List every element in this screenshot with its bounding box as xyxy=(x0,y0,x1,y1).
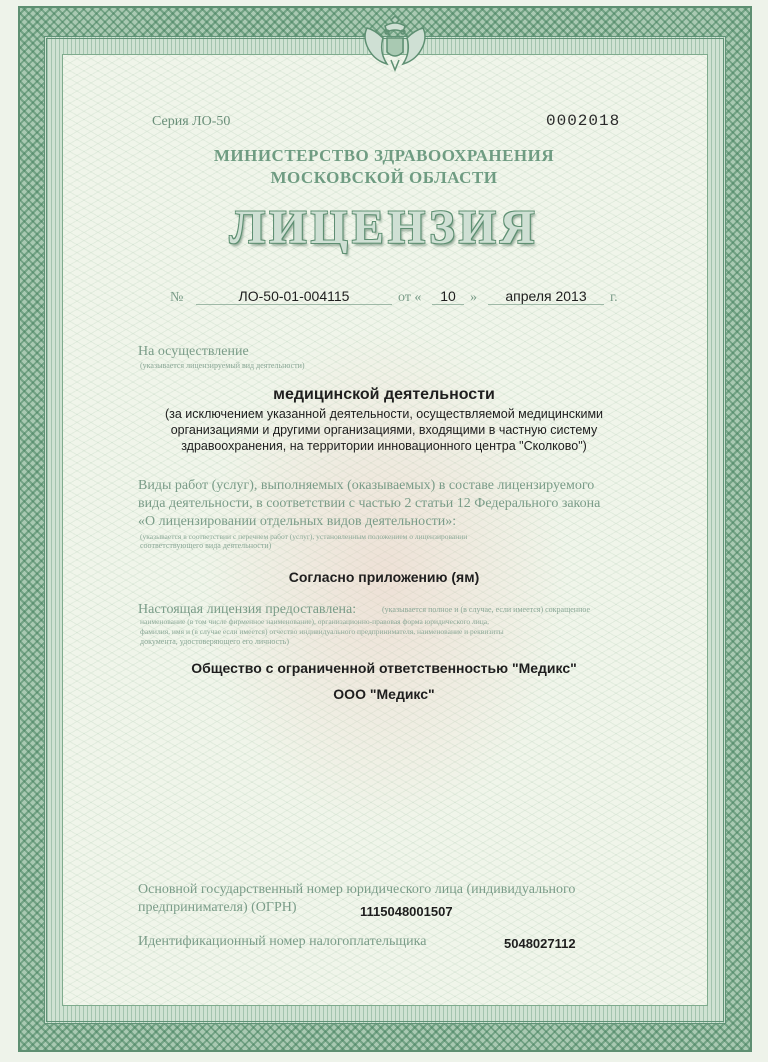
ogrn-value: 1115048001507 xyxy=(360,904,453,919)
inn-value: 5048027112 xyxy=(504,936,576,951)
licensee-hint-line3: документа, удостоверяющего его личность) xyxy=(140,637,289,646)
ministry-name-line2: МОСКОВСКОЙ ОБЛАСТИ xyxy=(270,168,498,187)
activity-hint: (указывается лицензируемый вид деятельности) xyxy=(140,361,305,370)
licensee-hint-line2: фамилия, имя и (в случае если имеется) отчество индивидуального предпринимателя, наименование и реквизиты xyxy=(140,627,504,636)
year-suffix: г. xyxy=(610,290,618,305)
works-label-line2: вида деятельности, в соответствии с частью 2 статьи 12 Федерального закона xyxy=(138,496,601,511)
serial-number: 0002018 xyxy=(546,112,621,130)
ministry-name-line1: МИНИСТЕРСТВО ЗДРАВООХРАНЕНИЯ xyxy=(213,146,555,165)
activity-exclusion-line2: организациями и другими организациями, входящими в частную систему xyxy=(170,423,598,437)
works-label-line3: «О лицензировании отдельных видов деятельности»: xyxy=(138,514,457,529)
series-label: Серия ЛО-50 xyxy=(152,114,231,129)
ogrn-label-line1: Основной государственный номер юридического лица (индивидуального xyxy=(138,882,576,897)
works-hint-line1: (указывается в соответствии с перечнем работ (услуг), установленным положением о лицензировании xyxy=(140,532,468,541)
from-label: от « xyxy=(398,290,422,305)
licensee-label: Настоящая лицензия предоставлена: xyxy=(138,602,357,617)
activity-exclusion-line1: (за исключением указанной деятельности, осуществляемой медицинскими xyxy=(164,407,604,421)
document-field xyxy=(62,54,708,1006)
activity-name: медицинской деятельности xyxy=(273,386,495,403)
license-day: 10 xyxy=(432,288,464,305)
ogrn-label-line2: предпринимателя) (ОГРН) xyxy=(138,900,297,915)
coat-of-arms-icon xyxy=(355,8,435,74)
inn-label: Идентификационный номер налогоплательщика xyxy=(138,934,427,949)
day-close-quote: » xyxy=(470,290,477,305)
license-month-year: апреля 2013 xyxy=(488,288,604,305)
licensee-short-name: ООО "Медикс" xyxy=(333,686,435,702)
license-number: ЛО-50-01-004115 xyxy=(196,288,392,305)
licensee-hint-first: (указывается полное и (в случае, если имеется) сокращенное xyxy=(382,605,591,614)
number-sign: № xyxy=(170,290,184,305)
licensee-full-name: Общество с ограниченной ответственностью "Медикс" xyxy=(191,660,577,676)
activity-label: На осуществление xyxy=(138,344,249,359)
activity-exclusion-line3: здравоохранения, на территории инновационного центра "Сколково") xyxy=(181,439,587,453)
works-value: Согласно приложению (ям) xyxy=(288,569,480,585)
works-hint-line2: соответствующего вида деятельности) xyxy=(140,541,272,550)
document-title: ЛИЦЕНЗИЯ xyxy=(229,201,539,254)
works-label-line1: Виды работ (услуг), выполняемых (оказываемых) в составе лицензируемого xyxy=(138,478,595,493)
licensee-hint-line1: наименование (в том числе фирменное наименование), организационно-правовая форма юридического лица, xyxy=(140,617,489,626)
